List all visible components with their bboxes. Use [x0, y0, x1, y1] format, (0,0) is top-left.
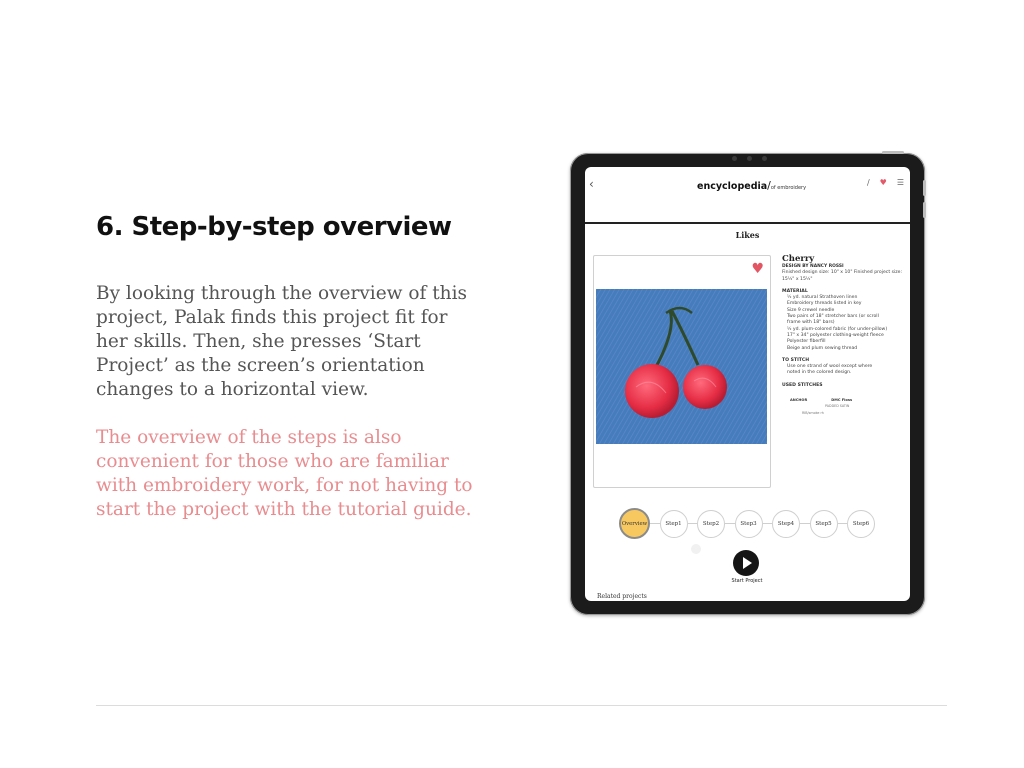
used-stitches-heading: USED STITCHES	[782, 382, 823, 388]
chevron-left-icon[interactable]: ‹	[589, 177, 594, 191]
cherry-embroidery-image	[596, 289, 767, 444]
material-item: ½ yd. natural Strathoven linen	[787, 295, 858, 301]
tablet-top-button	[882, 151, 904, 154]
project-byline: DESIGN BY NANCY ROSSI	[782, 264, 844, 269]
logo-main: encyclopedia	[697, 181, 768, 192]
stitch-header-anchor: ANCHOR	[790, 398, 808, 403]
material-item: Size 9 crewel needle	[787, 307, 835, 313]
touch-indicator	[691, 544, 701, 554]
material-item: 17" x 34" polyester clothing-weight fleece	[787, 332, 884, 338]
play-icon[interactable]	[733, 550, 759, 576]
material-item: Beige and plum sewing thread	[787, 345, 858, 351]
logo-sub: of embroidery	[770, 185, 807, 191]
app-logo	[697, 179, 806, 192]
step-connector	[650, 523, 660, 524]
heart-icon[interactable]: ♥	[879, 178, 887, 187]
material-item: frame with 18" bars)	[787, 320, 835, 326]
stitch-row: RIB/smoke rh	[802, 410, 824, 415]
step-3[interactable]: Step3	[735, 510, 763, 538]
logo-slash: /	[767, 179, 771, 192]
to-stitch-heading: TO STITCH	[782, 357, 810, 363]
material-heading: MATERIAL	[782, 288, 808, 294]
app-header	[585, 167, 910, 224]
header-actions	[867, 178, 904, 187]
step-overview[interactable]: Overview	[619, 508, 650, 539]
step-5[interactable]: Step5	[810, 510, 838, 538]
project-size: Finished design size: 10" x 10" Finished project size: 15½" x 15½"	[782, 270, 903, 282]
footer-divider	[96, 705, 947, 706]
slide-paragraph-accent: The overview of the steps is also convenient for those who are familiar with embroidery work, for not having to start the project with the tutorial guide.	[96, 427, 473, 520]
step-2[interactable]: Step2	[697, 510, 725, 538]
step-4[interactable]: Step4	[772, 510, 800, 538]
step-6[interactable]: Step6	[847, 510, 875, 538]
pen-icon[interactable]: ∕	[866, 178, 870, 187]
material-item: Polyester fiberfill	[787, 339, 826, 345]
material-list	[782, 295, 910, 352]
step-connector	[725, 523, 735, 524]
step-connector	[688, 523, 698, 524]
step-navigator	[619, 508, 875, 539]
step-connector	[800, 523, 810, 524]
hamburger-icon[interactable]: ☰	[896, 178, 904, 187]
stitch-header-dmc: DMC Floss	[831, 398, 853, 403]
heart-icon[interactable]: ♥	[751, 261, 764, 277]
project-card[interactable]	[593, 255, 771, 488]
tablet-camera	[724, 156, 774, 162]
project-title: Cherry	[782, 254, 815, 264]
section-title: Likes	[735, 230, 760, 240]
app-screen	[585, 167, 910, 601]
step-connector	[838, 523, 848, 524]
start-project-label[interactable]: Start Project	[731, 578, 763, 584]
stitch-row: PADDED SATIN	[825, 404, 850, 409]
project-details	[782, 254, 910, 416]
related-projects-label: Related projects	[597, 593, 647, 600]
material-item: Embroidery threads listed in key	[787, 301, 862, 307]
tablet-side-button-2	[923, 202, 926, 218]
tablet-side-button	[923, 180, 926, 196]
slide-paragraph-main: By looking through the overview of this project, Palak finds this project fit for her skills. Then, she presses ‘Start Project’ as the screen’s orientation changes to a horizontal view.	[96, 283, 467, 400]
material-item: Two pairs of 18" stretcher bars (or scroll	[787, 314, 879, 320]
step-1[interactable]: Step1	[660, 510, 688, 538]
to-stitch-line: Use one strand of wool except where	[787, 364, 873, 370]
to-stitch-line: noted in the colored design.	[787, 370, 852, 376]
step-connector	[763, 523, 773, 524]
material-item: ½ yd. plum-colored fabric (for under-pillow)	[787, 326, 888, 332]
slide-heading: 6. Step-by-step overview	[96, 212, 452, 242]
